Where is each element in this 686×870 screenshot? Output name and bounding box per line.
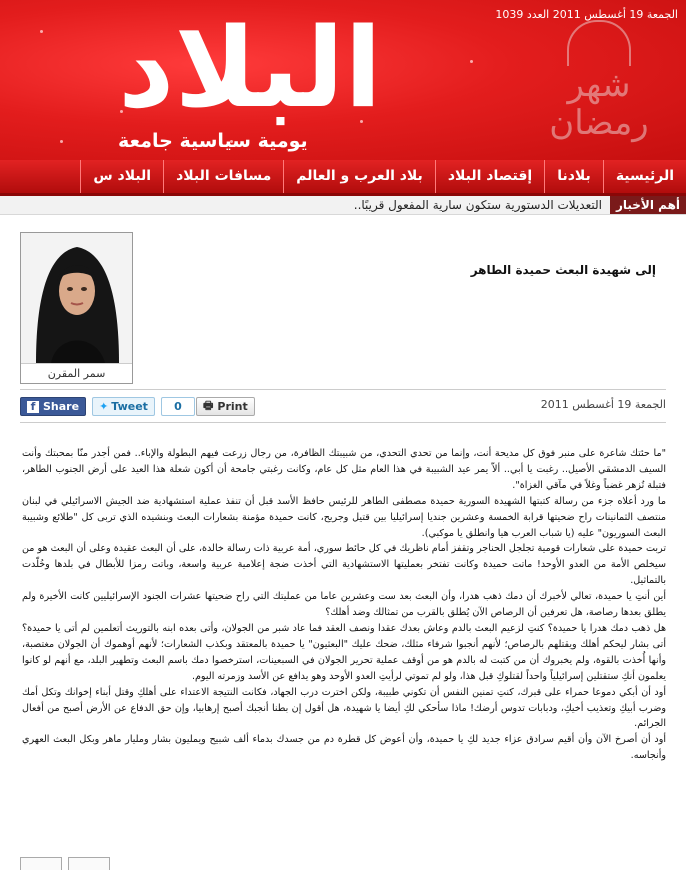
ticker-headline[interactable]: التعديلات الدستورية ستكون سارية المفعول قريبًا..: [353, 198, 602, 212]
article-date: الجمعة 19 أغسطس 2011: [540, 398, 666, 411]
share-bar: [20, 397, 195, 416]
ticker-label: أهم الأخبار: [610, 196, 686, 214]
site-tagline: يومية سياسية جامعة: [118, 130, 308, 152]
article-paragraph: أود أن أبكي دموعا حمراء على قبرك، كنتِ تمنين النفس أن تكوني طبيبة، ولكن اخترت درب الجهاد، فكانت النتيجة الاعتداء على أهلكِ وقتل أبناء إخوانك وتكل أمك وضرب أبيكِ وتعذيب أخيكِ، ودبابات تدوس أرضك! ماذا سأحكي لكِ أيضا يا شهيدة، هل أقول إن بطنا أنجبك أصبح إرهابيا، وإن حق الدفاع عن الأرض أصبح من أفعال الجرائم.: [22, 686, 666, 730]
nav-item-home[interactable]: الرئيسية: [603, 160, 686, 193]
bottom-button[interactable]: [20, 857, 62, 870]
nav-item-more[interactable]: البلاد س: [80, 160, 163, 193]
nav-item-distances[interactable]: مسافات البلاد: [163, 160, 283, 193]
bottom-controls: [20, 857, 110, 870]
article-paragraph: تربت حميدة على شعارات قومية تجلجل الحناجر وتقفز أمام ناظريك في كل حائط سوري، أمة عربية ذات رسالة خالدة، على أن البعث عقيدة وعلى أن البعث هو من سيخلص الأمة من العدو الأوحد! ماتت حميدة وكانت تفتخر بعمليتها الاستشهادية التي أخذت ضجة إعلامية عربية واسعة، وباتت رمزا للأبطال في بلدها وخُلّدت بالتماثيل.: [22, 543, 666, 587]
article-paragraph: "ما حئتك شاعرة على منبر فوق كل مديحة أنت، وإنما من تحدي التحدي، من شبيبتك الظافرة، من رجال زرعت فيهم البطولة والإباء.. فمن أجدر منّا بمحبتك وأنت السيف الدمشقي الأصيل.. رغبت يا أبي.. ألاّ يمر عيد الشبيبة في هذا العام مثل كل عام، وكانت رغبتي جامحة أن أكون شعلة هذا العيد على أرض الجنوب الطاهر، فتبلة تُزهر غضباً وغلاً في مآقي الغزاة".: [22, 448, 666, 491]
ramadan-emblem: [524, 20, 674, 160]
bottom-button[interactable]: [68, 857, 110, 870]
article-body: [22, 446, 666, 764]
facebook-share-button[interactable]: [20, 397, 86, 416]
nav-item-arab-world[interactable]: بلاد العرب و العالم: [283, 160, 435, 193]
sparkle-decoration: [40, 30, 43, 33]
tweet-count: 0: [161, 397, 195, 416]
tweet-button[interactable]: [92, 397, 155, 416]
twitter-bird-icon: ✦: [99, 400, 109, 413]
article-paragraph: هل ذهب دمك هدرا يا حميدة؟ كنتِ لزعيم البعث بالدم وعاش بعدك عقدا ونصف العقد فما عاد شبر من الجولان، وأتى بعده ابنه بالتوريث أتعلمين لم أتى يا حميدة؟ أتى بشار ليحكم أهلك ويقتلهم بالرصاص؛ لأنهم أنجبوا شرفاء مثلك، ضحك عليك "البعثيون" يا حميدة بالمعتقد وبكذب الشعارات؛ لأنهم أوهموك أن الجولان مغتصبة، وأنها أُخذت بالقوة، ولم يخبروك أن من كتبت له بالدم هو من أوقف عملية تحرير الجولان في السبعينات، استرخصوا دمك باسم البعث وتطهير البلد، مع أنهم لو كانوا يعلمون أنكِ ستقتلين إسرائيلياً واحداً لقتلوكِ قبل هذا، ولو لم تموتي لرأيتِ العدو الأوحد وهو يدافع عن الأسد وزمرته اليوم.: [22, 622, 666, 682]
tweet-label: Tweet: [111, 400, 148, 413]
article-paragraph: أود أن أصرخ الآن وأن أقيم سرادق عزاء جديد لكِ يا حميدة، وأن أعوض كل قطرة دم من جسدك بدماء ألف شبيح ويمليون بشار ومليار ماهر وبكل البعث العهري وأنجاسه.: [22, 734, 666, 762]
author-photo: [21, 233, 132, 363]
author-card: [20, 232, 133, 384]
article-paragraph: أين أنتِ يا حميدة، تعالي لأخبرك أن دمك ذهب هدرا، وأن البعث بعد ست وعشرين عاما من عمليتك التي راح ضحيتها عشرات الجنود الإسرائيليين كانت الأخيرة ولم يطلق بعدها رصاصة، هل تعرفين أن الرصاص الآن يُطلق بالقرب من تمثالك وضد أهلك؟: [22, 591, 666, 619]
site-logo[interactable]: البلاد: [118, 4, 382, 132]
article-paragraph: ما ورد أعلاه جزء من رسالة كتبتها الشهيدة السورية حميدة مصطفى الطاهر للرئيس حافظ الأسد قبل أن تنفذ عملية استشهادية ضد الجيش الاسرائيلي في لبنان منتصف الثمانينات راح ضحيتها قرابة الخمسة وعشرين جنديا إسرائيليا بين قتيل وجريح، كانت حميدة مؤمنة بشعارات البعث وبنشيده الذي تربى كل "طلائع وشبيبة البعث السوريون" عليه (يا شباب العرب هيا وانطلق يا موكبي).: [22, 495, 666, 539]
divider: [20, 389, 666, 390]
site-header: [0, 0, 686, 160]
sparkle-decoration: [470, 60, 473, 63]
nav-item-economy[interactable]: إقتصاد البلاد: [435, 160, 544, 193]
divider: [20, 422, 666, 423]
author-portrait-icon: [21, 233, 132, 363]
print-button[interactable]: [196, 397, 255, 416]
news-ticker: [0, 196, 686, 215]
author-name[interactable]: سمر المقرن: [21, 363, 132, 384]
sparkle-decoration: [60, 140, 63, 143]
printer-icon: 🖶: [203, 399, 214, 412]
emblem-text: شهر رمضان: [549, 65, 649, 143]
print-label: Print: [217, 400, 248, 413]
dome-icon: [567, 20, 631, 66]
issue-dateline: الجمعة 19 أغسطس 2011 العدد 1039: [495, 8, 678, 21]
facebook-icon: f: [27, 401, 39, 413]
main-navigation: [0, 160, 686, 196]
facebook-share-label: Share: [43, 400, 80, 413]
article-title: إلى شهيدة البعث حميدة الطاهر: [470, 263, 656, 277]
nav-item-biladna[interactable]: بلادنا: [544, 160, 603, 193]
